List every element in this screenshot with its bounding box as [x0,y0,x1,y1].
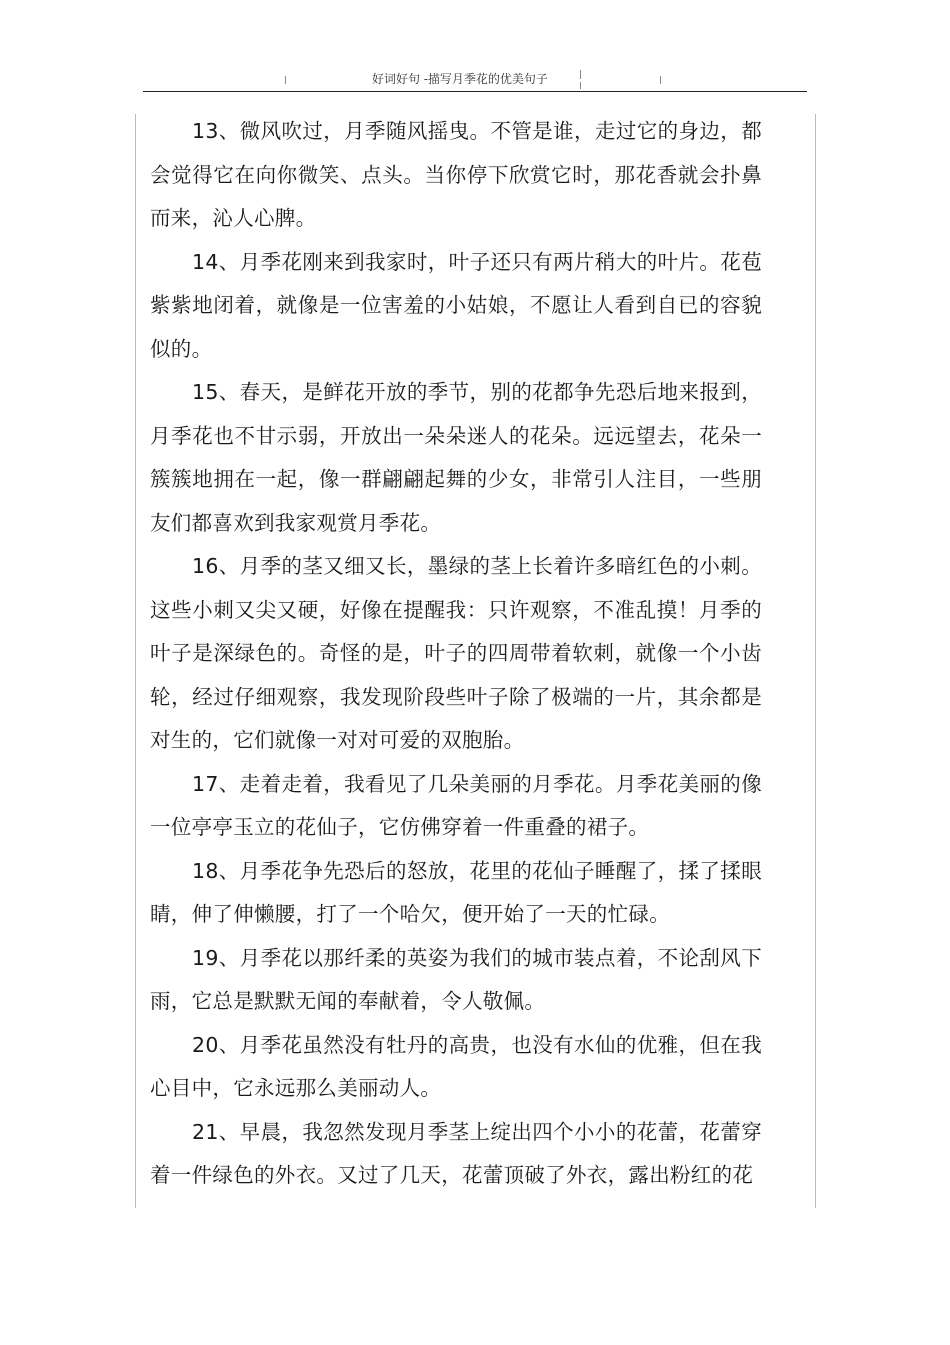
paragraph: 17、走着走着，我看见了几朵美丽的月季花。月季花美丽的像一位亭亭玉立的花仙子，它仿佛穿着一件重叠的裙子。 [150,771,762,839]
paragraph: 21、早晨，我忽然发现月季茎上绽出四个小小的花蕾，花蕾穿着一件绿色的外衣。又过了几天，花蕾顶破了外衣，露出粉红的花 [150,1119,762,1187]
paragraph: 18、月季花争先恐后的怒放，花里的花仙子睡醒了，揉了揉眼睛，伸了伸懒腰，打了一个哈欠，便开始了一天的忙碌。 [150,858,762,926]
paragraph: 14、月季花刚来到我家时，叶子还只有两片稍大的叶片。花苞紫紫地闭着，就像是一位害羞的小姑娘，不愿让人看到自已的容貌似的。 [150,249,762,361]
paragraph: 20、月季花虽然没有牡丹的高贵，也没有水仙的优雅，但在我心目中，它永远那么美丽动人。 [150,1032,762,1100]
paragraph: 15、春天，是鲜花开放的季节，别的花都争先恐后地来报到，月季花也不甘示弱，开放出一朵朵迷人的花朵。远远望去，花朵一簇簇地拥在一起，像一群翩翩起舞的少女，非常引人注目，一些朋友们都喜欢到我家观赏月季花。 [150,380,762,535]
header-title: 好词好句 -描写月季花的优美句子 [372,72,548,86]
header-tick [580,70,581,79]
paragraph: 16、月季的茎又细又长，墨绿的茎上长着许多暗红色的小刺。这些小刺又尖又硬，好像在提醒我：只许观察，不准乱摸！月季的叶子是深绿色的。奇怪的是，叶子的四周带着软刺，就像一个小齿轮，经过仔细观察，我发现阶段些叶子除了极端的一片，其余都是对生的，它们就像一对对可爱的双胞胎。 [150,554,762,752]
header-tick [285,76,286,84]
paragraph: 13、微风吹过，月季随风摇曳。不管是谁，走过它的身边，都会觉得它在向你微笑、点头。当你停下欣赏它时，那花香就会扑鼻而来，沁人心脾。 [150,119,762,230]
page-header [0,62,950,92]
header-rule [143,91,807,92]
header-tick [660,76,661,84]
header-tick [580,82,581,89]
paragraph: 19、月季花以那纤柔的英姿为我们的城市装点着，不论刮风下雨，它总是默默无闻的奉献着，令人敬佩。 [150,945,762,1013]
document-body [150,110,762,1198]
left-margin-line [135,114,136,1208]
right-margin-line [815,114,816,1208]
